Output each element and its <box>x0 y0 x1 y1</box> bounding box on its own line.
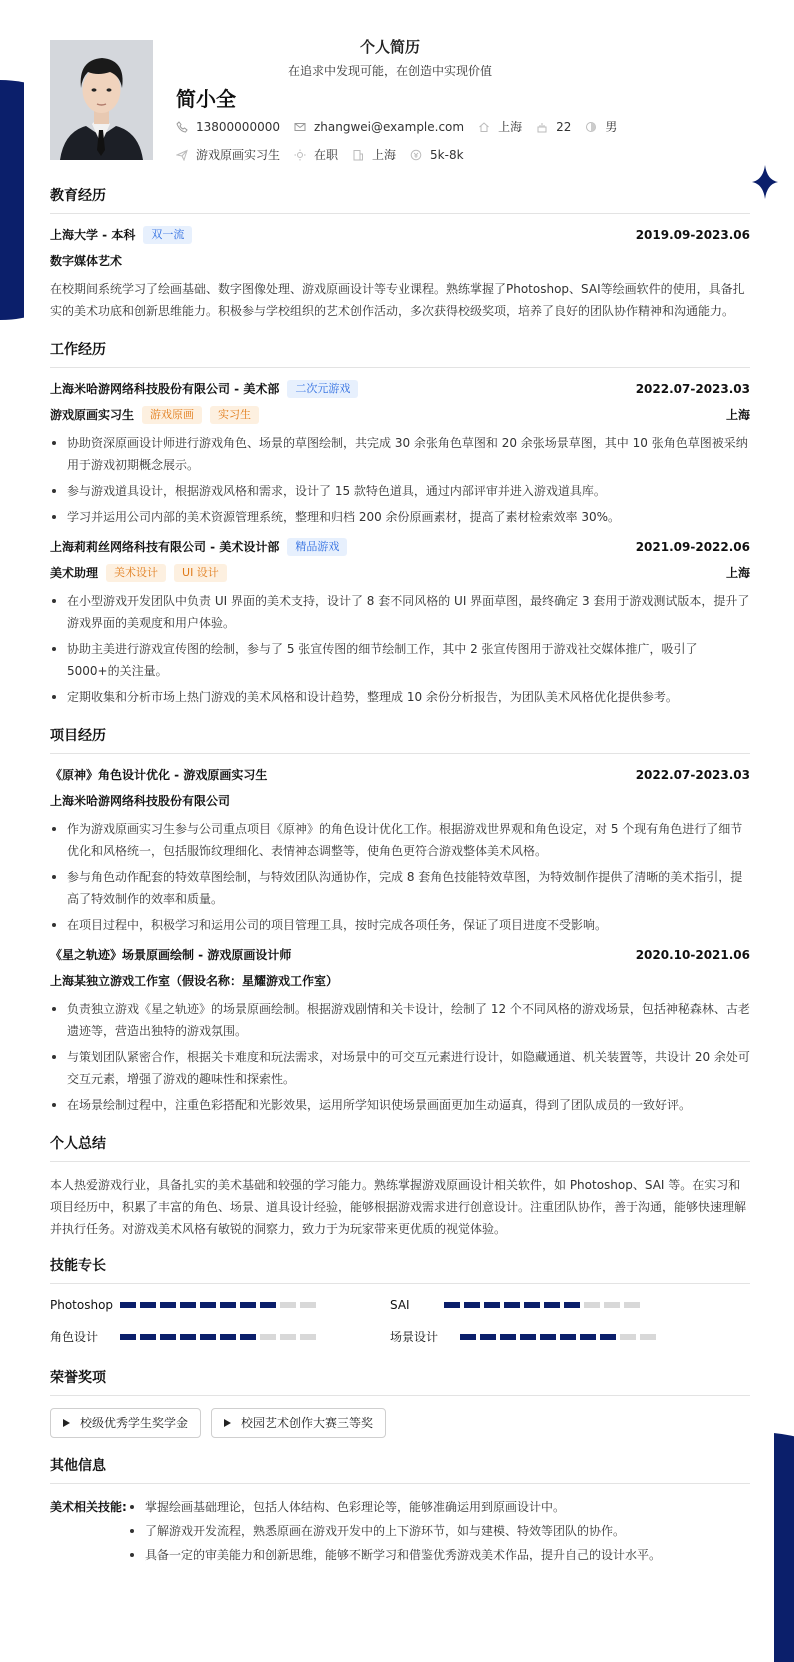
project-header <box>50 946 750 964</box>
list-item: 在小型游戏开发团队中负责 UI 界面的美术支持，设计了 8 套不同风格的 UI 界面草图，最终确定 3 套用于游戏测试版本，提升了游戏界面的美观度和用户体验。 <box>50 590 750 634</box>
job-intent-row <box>176 146 478 164</box>
job-role-row <box>50 406 750 424</box>
play-icon <box>63 1419 70 1427</box>
project-entry <box>50 766 750 936</box>
skill-level-segment <box>120 1302 136 1308</box>
award-label: 校级优秀学生奖学金 <box>80 1416 189 1430</box>
coin-icon <box>410 149 422 161</box>
skill-level-segment <box>280 1334 296 1340</box>
skill-level-bar <box>120 1302 320 1308</box>
skill-level-segment <box>240 1302 256 1308</box>
skills-heading: 技能专长 <box>50 1256 750 1284</box>
list-item: 在项目过程中，积极学习和运用公司的项目管理工具，按时完成各项任务，保证了项目进度不受影响。 <box>50 914 750 936</box>
summary-heading: 个人总结 <box>50 1134 750 1162</box>
work-heading: 工作经历 <box>50 340 750 368</box>
project-name: 《星之轨迹》场景原画绘制 - 游戏原画设计师 <box>50 948 292 962</box>
skill-level-segment <box>260 1334 276 1340</box>
company-name: 上海莉莉丝网络科技有限公司 - 美术设计部 <box>50 540 280 554</box>
resume-title: 个人简历 <box>359 38 420 56</box>
skill-level-segment <box>484 1302 500 1308</box>
company-tag: 二次元游戏 <box>287 380 358 398</box>
other-label: 美术相关技能: <box>50 1500 127 1514</box>
skill-level-segment <box>584 1302 600 1308</box>
awards-section <box>50 1368 750 1438</box>
role-tag: 美术设计 <box>106 564 166 582</box>
education-section <box>50 186 750 322</box>
award-badge <box>50 1408 201 1438</box>
job-role-row <box>50 564 750 582</box>
phone-text: 13800000000 <box>196 120 280 134</box>
list-item: 在场景绘制过程中，注重色彩搭配和光影效果，运用所学知识使场景画面更加生动逼真，得到了团队成员的一致好评。 <box>50 1094 750 1116</box>
school-tag: 双一流 <box>143 226 192 244</box>
job-role: 游戏原画实习生 <box>50 408 135 422</box>
skill-level-segment <box>600 1334 616 1340</box>
awards-list <box>50 1408 750 1438</box>
skill-level-segment <box>460 1334 476 1340</box>
company-name: 上海米哈游网络科技股份有限公司 - 美术部 <box>50 382 280 396</box>
job-location: 上海 <box>725 566 750 580</box>
skill-level-segment <box>564 1302 580 1308</box>
list-item: 学习并运用公司内部的美术资源管理系统，整理和归档 200 余份原画素材，提高了素材检索效率 30%。 <box>50 506 750 528</box>
resume-header <box>50 0 750 186</box>
job-period: 2022.07-2023.03 <box>635 382 750 396</box>
skill-level-segment <box>220 1334 236 1340</box>
job-header <box>50 538 750 556</box>
other-bullets <box>128 1496 750 1568</box>
skill-level-segment <box>140 1334 156 1340</box>
list-item: 具备一定的审美能力和创新思维，能够不断学习和借鉴优秀游戏美术作品，提升自己的设计水平。 <box>128 1544 750 1566</box>
contact-row <box>176 118 631 136</box>
skill-level-segment <box>540 1334 556 1340</box>
skills-grid <box>50 1296 750 1346</box>
skill-level-bar <box>444 1302 644 1308</box>
award-label: 校园艺术创作大赛三等奖 <box>241 1416 374 1430</box>
job-entry <box>50 380 750 528</box>
skill-level-bar <box>120 1334 320 1340</box>
list-item: 协助资深原画设计师进行游戏角色、场景的草图绘制，共完成 30 余张角色草图和 20 余张场景草图，其中 10 张角色草图被采纳用于游戏初期概念展示。 <box>50 432 750 476</box>
skill-name: SAI <box>390 1298 410 1312</box>
skill-level-segment <box>524 1302 540 1308</box>
skill-level-segment <box>200 1302 216 1308</box>
play-icon <box>224 1419 231 1427</box>
list-item: 定期收集和分析市场上热门游戏的美术风格和设计趋势，整理成 10 余份分析报告，为团队美术风格优化提供参考。 <box>50 686 750 708</box>
resume-sheet <box>24 0 774 1662</box>
skill-level-segment <box>480 1334 496 1340</box>
skill-level-segment <box>280 1302 296 1308</box>
company-tag: 精品游戏 <box>287 538 347 556</box>
skill-level-segment <box>120 1334 136 1340</box>
skill-item <box>390 1328 730 1346</box>
role-tag: 游戏原画 <box>142 406 202 424</box>
education-period: 2019.09-2023.06 <box>635 228 750 242</box>
school-name: 上海大学 - 本科 <box>50 228 136 242</box>
work-city-text: 上海 <box>372 148 397 162</box>
skill-item <box>50 1328 390 1346</box>
status-text: 在职 <box>314 148 339 162</box>
job-text: 游戏原画实习生 <box>196 148 281 162</box>
skills-section <box>50 1256 750 1346</box>
skill-level-segment <box>300 1334 316 1340</box>
job-bullets <box>50 432 750 528</box>
job-period: 2021.09-2022.06 <box>635 540 750 554</box>
list-item: 了解游戏开发流程，熟悉原画在游戏开发中的上下游环节，如与建模、特效等团队的协作。 <box>128 1520 750 1542</box>
home-icon <box>478 121 490 133</box>
skill-level-segment <box>504 1302 520 1308</box>
education-desc: 在校期间系统学习了绘画基础、数字图像处理、游戏原画设计等专业课程。熟练掌握了Photoshop、SAI等绘画软件的使用，具备扎实的美术功底和创新思维能力。积极参与学校组织的艺术创作活动，多次获得校级奖项，培养了良好的团队协作精神和沟通能力。 <box>50 282 745 318</box>
skill-level-segment <box>604 1302 620 1308</box>
phone-icon <box>176 121 188 133</box>
job-entry <box>50 538 750 708</box>
other-section <box>50 1456 750 1568</box>
awards-heading: 荣誉奖项 <box>50 1368 750 1396</box>
education-row <box>50 226 750 244</box>
skill-level-segment <box>200 1334 216 1340</box>
list-item: 掌握绘画基础理论，包括人体结构、色彩理论等，能够准确运用到原画设计中。 <box>128 1496 750 1518</box>
role-tag: 实习生 <box>210 406 259 424</box>
skill-level-bar <box>460 1334 660 1340</box>
send-icon <box>176 149 188 161</box>
job-location: 上海 <box>725 408 750 422</box>
skill-level-segment <box>580 1334 596 1340</box>
project-org: 上海某独立游戏工作室（假设名称：星耀游戏工作室） <box>50 974 339 988</box>
project-heading: 项目经历 <box>50 726 750 754</box>
skill-level-segment <box>464 1302 480 1308</box>
job-header <box>50 380 750 398</box>
other-row <box>50 1496 750 1568</box>
skill-level-segment <box>240 1334 256 1340</box>
skill-level-segment <box>260 1302 276 1308</box>
sun-icon <box>294 149 306 161</box>
skill-level-segment <box>500 1334 516 1340</box>
resume-motto: 在追求中发现可能，在创造中实现价值 <box>287 64 492 78</box>
skill-level-segment <box>160 1334 176 1340</box>
project-section <box>50 726 750 1116</box>
skill-level-segment <box>640 1334 656 1340</box>
skill-name: 角色设计 <box>50 1330 99 1344</box>
city-info <box>478 118 522 136</box>
star-decoration-icon <box>752 165 778 199</box>
skill-level-segment <box>140 1302 156 1308</box>
skill-level-segment <box>180 1302 196 1308</box>
work-section <box>50 340 750 708</box>
age-text: 22 <box>556 120 572 134</box>
role-tag: UI 设计 <box>174 564 227 582</box>
salary-info <box>410 146 464 164</box>
skill-level-segment <box>544 1302 560 1308</box>
project-org: 上海米哈游网络科技股份有限公司 <box>50 794 231 808</box>
list-item: 与策划团队紧密合作，根据关卡难度和玩法需求，对场景中的可交互元素进行设计，如隐藏通道、机关装置等，共设计 20 余处可交互元素，增强了游戏的趣味性和探索性。 <box>50 1046 750 1090</box>
project-header <box>50 766 750 784</box>
job-bullets <box>50 590 750 708</box>
project-bullets <box>50 818 750 936</box>
gender-icon <box>585 121 597 133</box>
list-item: 作为游戏原画实习生参与公司重点项目《原神》的角色设计优化工作。根据游戏世界观和角色设定，对 5 个现有角色进行了细节优化和风格统一，包括服饰纹理细化、表情神态调整等，使角色更符合游戏整体美术风格。 <box>50 818 750 862</box>
gender-info <box>585 118 617 136</box>
email-text: zhangwei@example.com <box>313 120 465 134</box>
skill-level-segment <box>560 1334 576 1340</box>
project-bullets <box>50 998 750 1116</box>
city-text: 上海 <box>498 120 523 134</box>
salary-text: 5k-8k <box>430 148 464 162</box>
skill-level-segment <box>160 1302 176 1308</box>
list-item: 参与游戏道具设计，根据游戏风格和需求，设计了 15 款特色道具，通过内部评审并进入游戏道具库。 <box>50 480 750 502</box>
skill-level-segment <box>624 1302 640 1308</box>
status-info <box>294 146 338 164</box>
skill-name: Photoshop <box>50 1298 114 1312</box>
major: 数字媒体艺术 <box>50 254 123 268</box>
email-info <box>294 118 464 136</box>
other-heading: 其他信息 <box>50 1456 750 1484</box>
job-info <box>176 146 280 164</box>
skill-name: 场景设计 <box>390 1330 439 1344</box>
skill-level-segment <box>620 1334 636 1340</box>
gender-text: 男 <box>605 120 618 134</box>
phone-info <box>176 118 280 136</box>
education-heading: 教育经历 <box>50 186 750 214</box>
cake-icon <box>536 121 548 133</box>
project-name: 《原神》角色设计优化 - 游戏原画实习生 <box>50 768 268 782</box>
skill-level-segment <box>520 1334 536 1340</box>
skill-level-segment <box>300 1302 316 1308</box>
list-item: 协助主美进行游戏宣传图的绘制，参与了 5 张宣传图的细节绘制工作，其中 2 张宣传图用于游戏社交媒体推广，吸引了 5000+的关注量。 <box>50 638 750 682</box>
skill-item <box>390 1296 730 1314</box>
building-icon <box>352 149 364 161</box>
skill-level-segment <box>444 1302 460 1308</box>
skill-level-segment <box>180 1334 196 1340</box>
award-badge <box>211 1408 386 1438</box>
project-period: 2022.07-2023.03 <box>635 768 750 782</box>
skill-level-segment <box>220 1302 236 1308</box>
work-city-info <box>352 146 396 164</box>
skill-item <box>50 1296 390 1314</box>
project-period: 2020.10-2021.06 <box>635 948 750 962</box>
mail-icon <box>294 121 306 133</box>
list-item: 参与角色动作配套的特效草图绘制，与特效团队沟通协作，完成 8 套角色技能特效草图，为特效制作提供了清晰的美术指引，提高了特效制作的效率和质量。 <box>50 866 750 910</box>
job-role: 美术助理 <box>50 566 99 580</box>
age-info <box>536 118 571 136</box>
list-item: 负责独立游戏《星之轨迹》的场景原画绘制。根据游戏剧情和关卡设计，绘制了 12 个不同风格的游戏场景，包括神秘森林、古老遗迹等，营造出独特的游戏氛围。 <box>50 998 750 1042</box>
project-entry <box>50 946 750 1116</box>
candidate-name: 简小全 <box>176 87 236 111</box>
summary-text: 本人热爱游戏行业，具备扎实的美术基础和较强的学习能力。熟练掌握游戏原画设计相关软件，如 Photoshop、SAI 等。在实习和项目经历中，积累了丰富的角色、场景、道具设计经验，能够根据游戏需求进行创意设计。注重团队协作，善于沟通，能够快速理解并执行任务。对游戏美术风格有敏锐的洞察力，致力于为玩家带来更优质的视觉体验。 <box>50 1178 747 1236</box>
summary-section <box>50 1134 750 1240</box>
